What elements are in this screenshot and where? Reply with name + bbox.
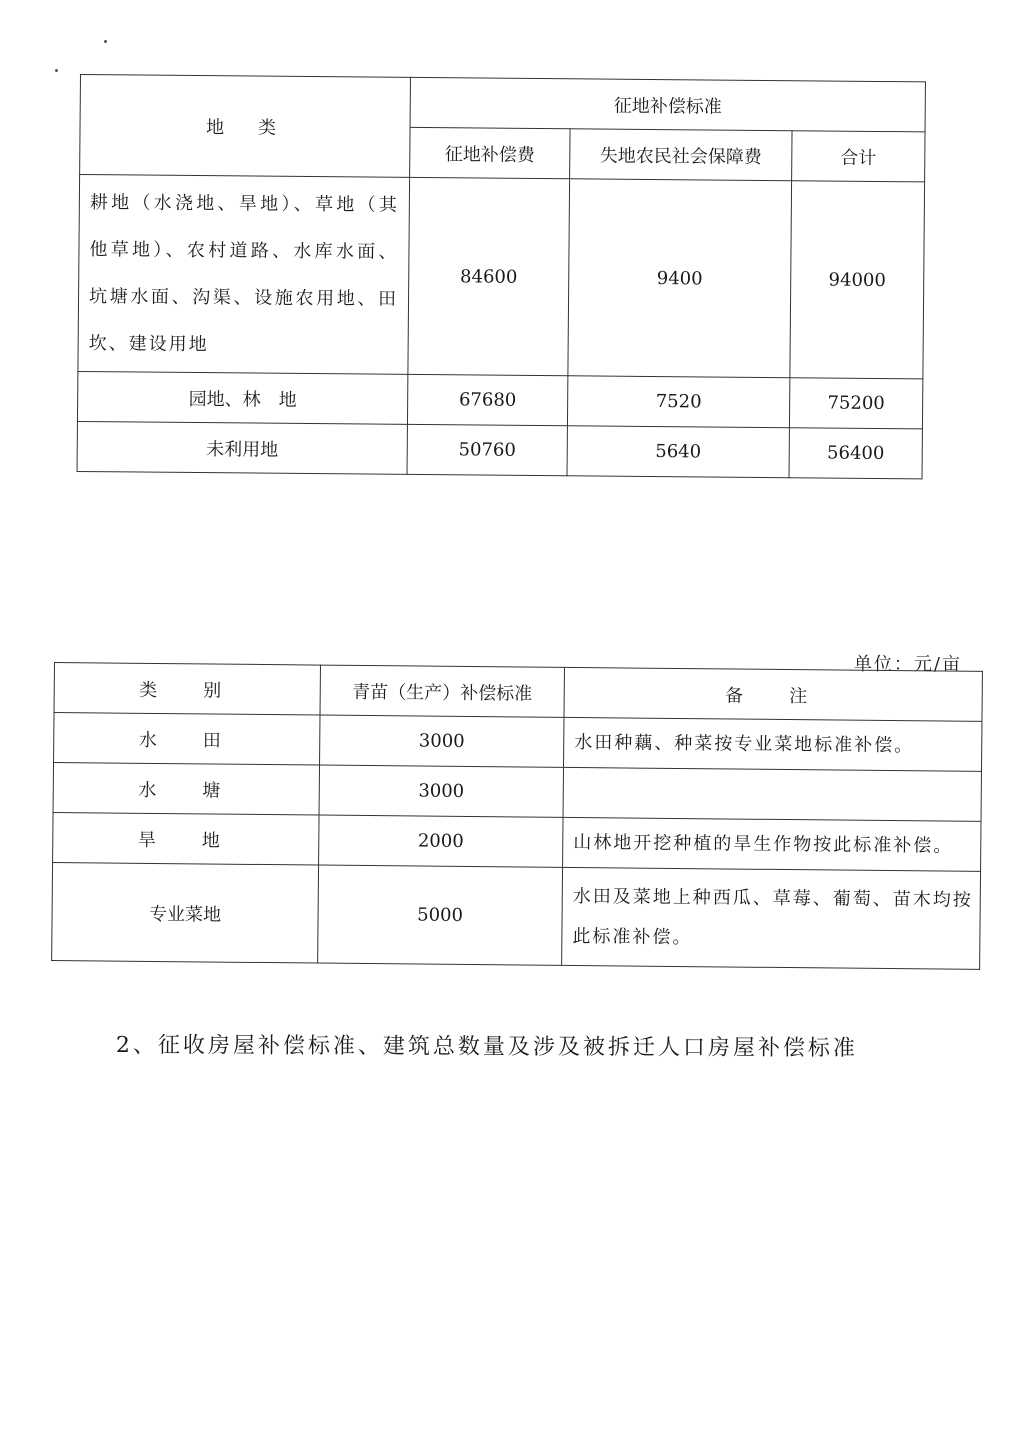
note-cell: 水田及菜地上种西瓜、草莓、葡萄、苗木均按此标准补偿。 xyxy=(562,867,981,969)
standard-cell: 5000 xyxy=(318,865,563,965)
header-compensation-fee: 征地补偿费 xyxy=(410,127,570,178)
category-cell: 水 塘 xyxy=(53,763,319,816)
compensation-cell: 50760 xyxy=(407,424,567,475)
total-cell: 56400 xyxy=(789,428,922,479)
table-row xyxy=(78,175,925,379)
note-cell: 水田种藕、种菜按专业菜地标准补偿。 xyxy=(564,717,982,771)
category-cell: 水 田 xyxy=(54,713,320,766)
header-total: 合计 xyxy=(792,131,925,182)
header-compensation-standard: 征地补偿标准 xyxy=(410,77,925,131)
social-security-cell: 7520 xyxy=(567,376,789,428)
header-remarks: 备 注 xyxy=(564,667,982,721)
header-landtype: 地 类 xyxy=(80,75,411,178)
table-row xyxy=(52,862,981,969)
table-row xyxy=(77,371,922,428)
compensation-cell: 67680 xyxy=(407,374,567,425)
header-crop-standard: 青苗（生产）补偿标准 xyxy=(320,665,564,717)
table-row xyxy=(53,763,981,822)
header-category: 类 别 xyxy=(54,663,320,716)
landtype-cell: 园地、林 地 xyxy=(77,371,407,424)
total-cell: 75200 xyxy=(789,378,922,429)
crop-compensation-table xyxy=(51,662,983,970)
unit-label: 单位：元/亩 xyxy=(853,654,962,675)
table-row xyxy=(77,421,922,478)
note-cell xyxy=(563,767,981,821)
scan-speck xyxy=(55,69,58,72)
scan-speck xyxy=(104,40,107,43)
landtype-cell: 未利用地 xyxy=(77,421,407,474)
compensation-cell: 84600 xyxy=(408,177,570,375)
section-heading: 2、征收房屋补偿标准、建筑总数量及涉及被拆迁人口房屋补偿标准 xyxy=(115,1033,858,1062)
land-compensation-table xyxy=(77,74,926,479)
table-row xyxy=(54,713,982,772)
category-cell: 旱 地 xyxy=(53,812,319,865)
table-row xyxy=(53,812,981,871)
category-cell: 专业菜地 xyxy=(52,862,319,963)
landtype-cell: 耕地（水浇地、旱地）、草地（其他草地）、农村道路、水库水面、坑塘水面、沟渠、设施农用地、田坎、建设用地 xyxy=(78,175,410,375)
total-cell: 94000 xyxy=(790,181,925,379)
header-social-security-fee: 失地农民社会保障费 xyxy=(570,129,792,181)
standard-cell: 2000 xyxy=(319,815,563,867)
social-security-cell: 9400 xyxy=(568,179,792,378)
standard-cell: 3000 xyxy=(320,715,564,767)
standard-cell: 3000 xyxy=(319,765,563,817)
note-cell: 山林地开挖种植的旱生作物按此标准补偿。 xyxy=(563,817,981,871)
social-security-cell: 5640 xyxy=(567,426,789,478)
